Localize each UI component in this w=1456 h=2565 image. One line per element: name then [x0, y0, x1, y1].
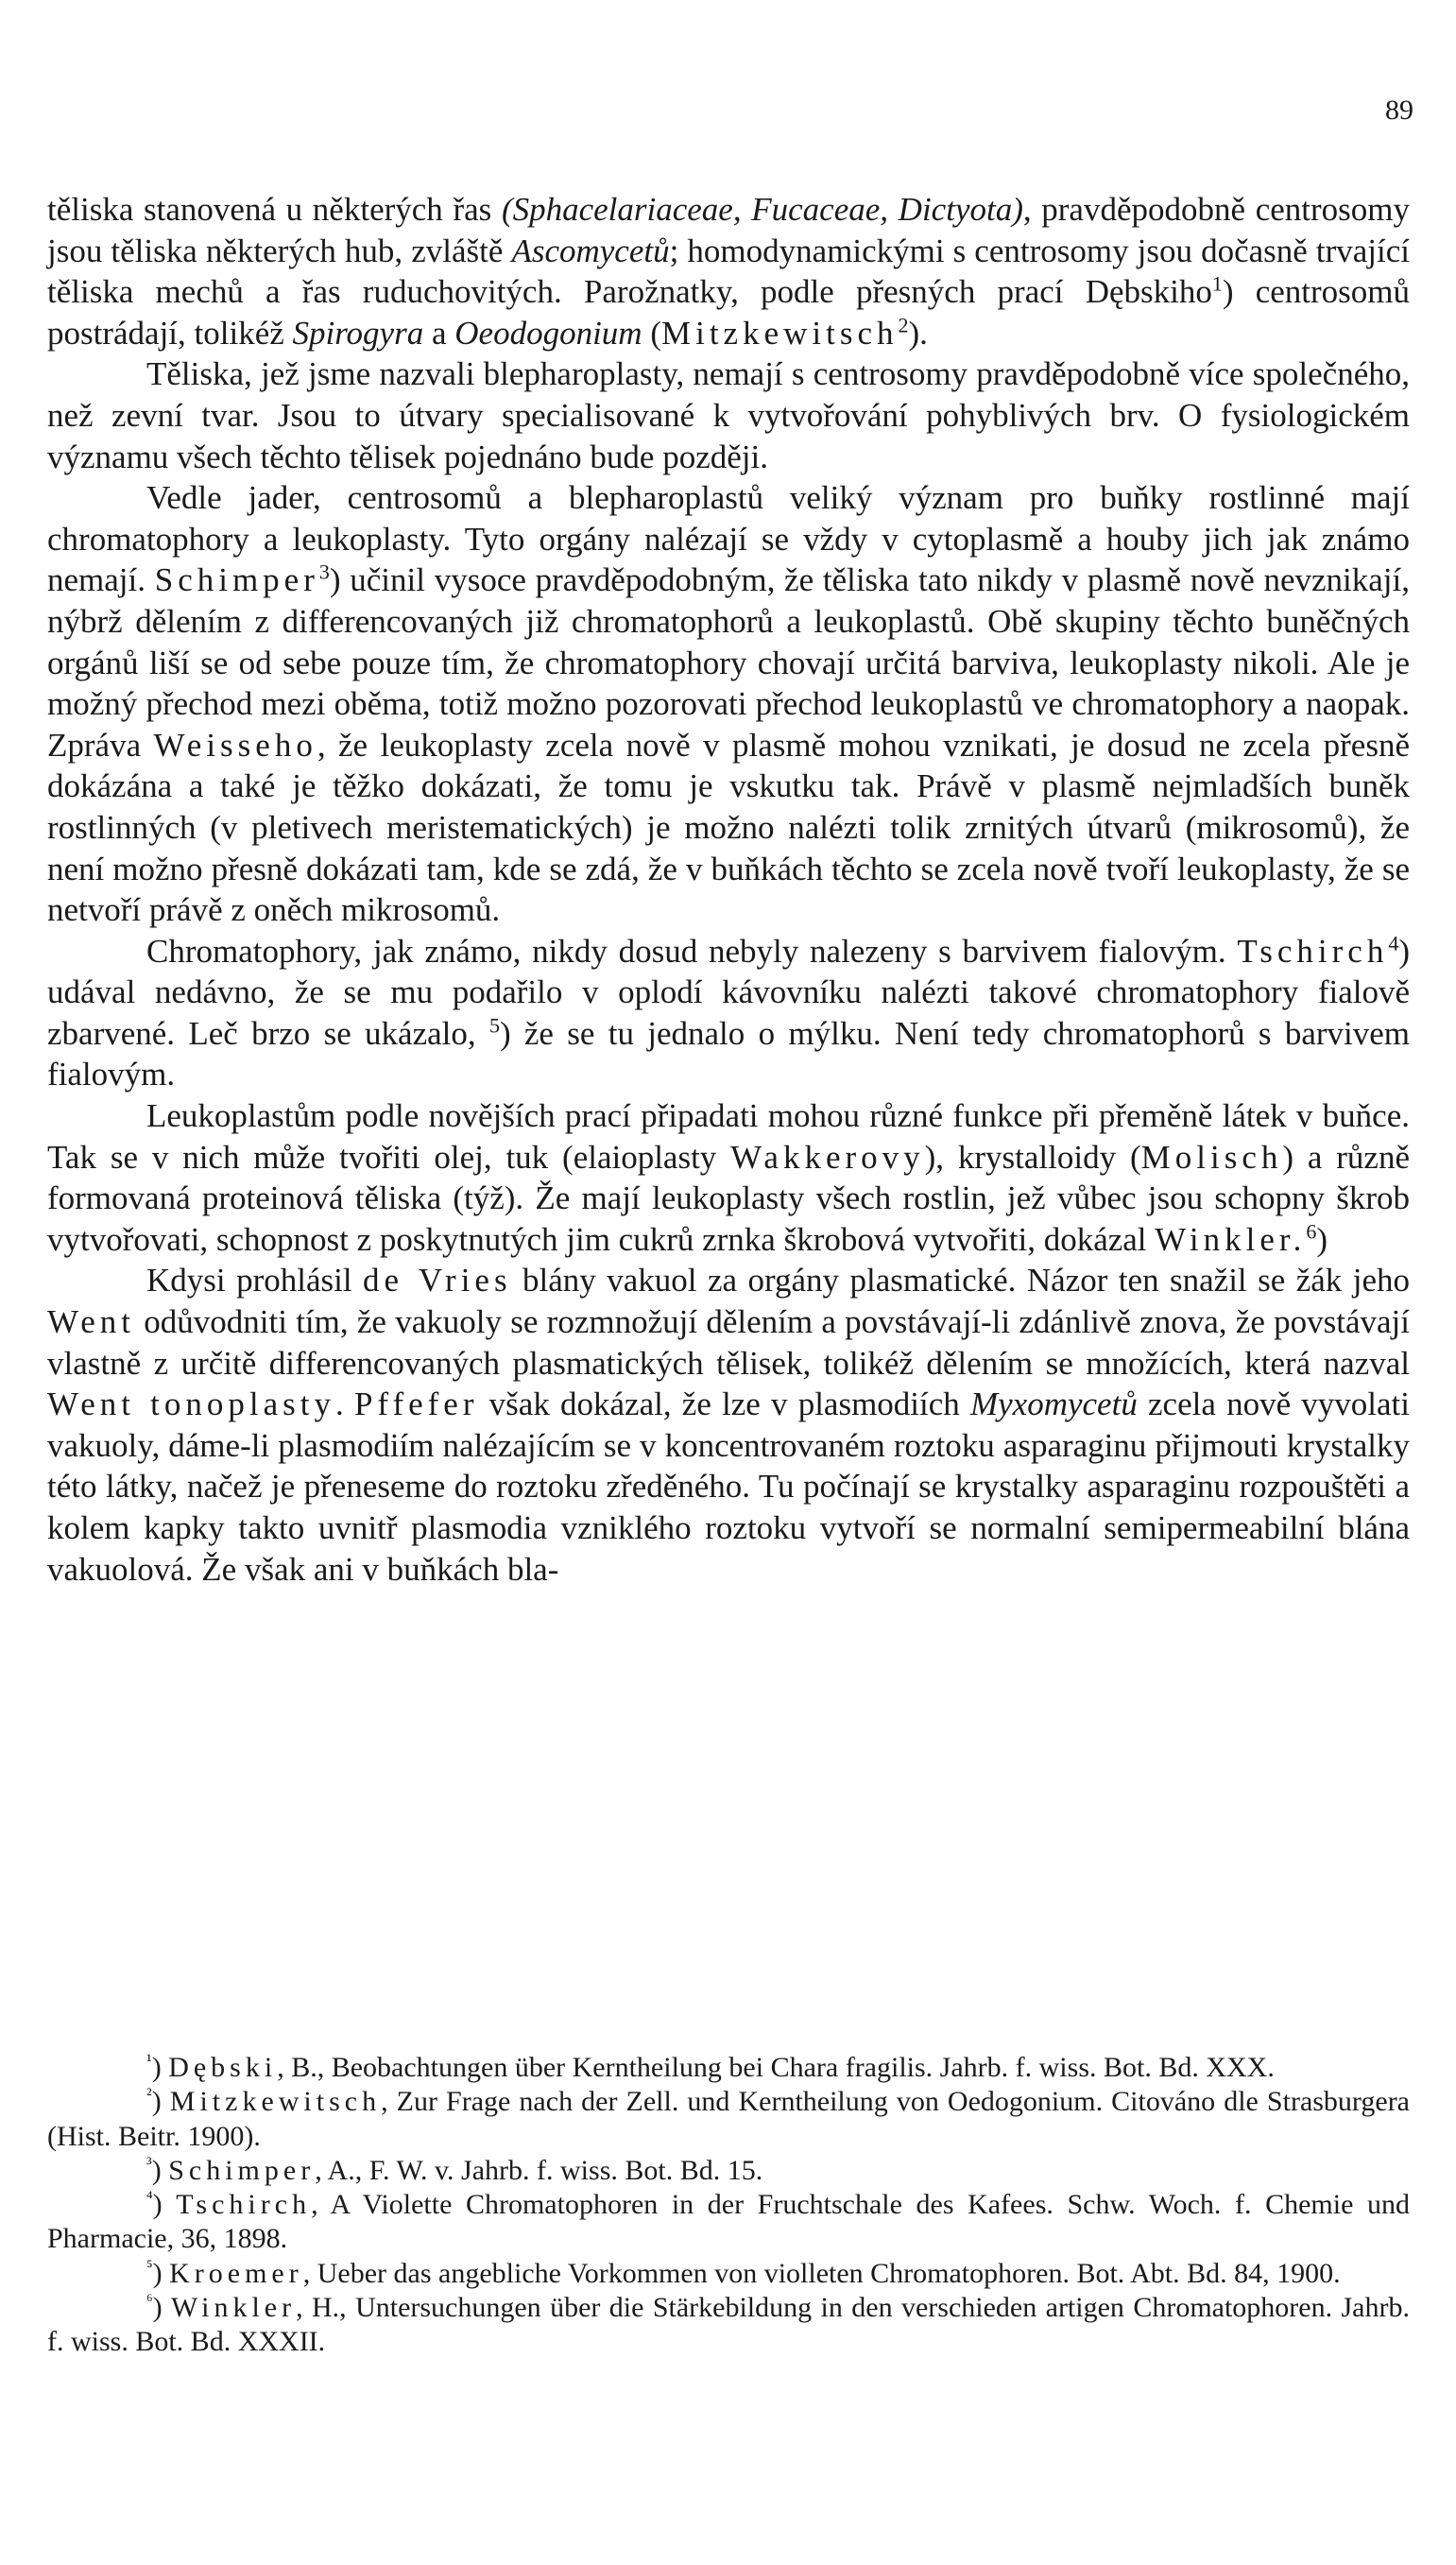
- footnote-1: $^{^1}$) Dębski, B., Beobachtungen über Kerntheilung bei Chara fragilis. Jahrb. f. wiss. Bot. Bd. XXX.: [146, 2051, 1275, 2083]
- footnote-2: $^{^2}$) Mitzkewitsch, Zur Frage nach der Zell. und Kerntheilung von Oedogonium. Citováno dle Strasburgera (Hist. Beitr. 1900).: [47, 2085, 1410, 2152]
- footnote-divider: [47, 2046, 1410, 2047]
- footnote-ref: 4: [1388, 931, 1399, 955]
- footnote-ref: 2: [898, 313, 909, 337]
- footnote-6: $^{^6}$) Winkler, H., Untersuchungen über die Stärkebildung in den verschieden artigen Chromatophoren. Jahrb. f. wiss. Bot. Bd. XXXII.: [47, 2291, 1410, 2358]
- footnote-ref: 5: [488, 1013, 500, 1038]
- footnote-3: $^{^3}$) Schimper, A., F. W. v. Jahrb. f. wiss. Bot. Bd. 15.: [146, 2153, 763, 2186]
- footnote-4: $^{^4}$) Tschirch, A Violette Chromatophoren in der Fruchtschale des Kafees. Schw. Woch. f. Chemie und Pharmacie, 36, 1898.: [47, 2188, 1410, 2255]
- body-text: [47, 189, 1410, 1590]
- paragraph-6: Kdysi prohlásil de Vries blány vakuol za orgány plasmatické. Názor ten snažil se žák jeho Went odůvodniti tím, že vakuoly se rozmnožují dělením a povstávají-li zdánlivě znova, že povstávají vlastně z určitě differencovaných plasmatických tělisek, tolikéž dělením se množících, která nazval Went tonoplasty. Pffefer však dokázal, že lze v plasmodiích Myxomycetů zcela nově vyvolati vakuoly, dáme-li plasmodiím nalézajícím se v koncentrovaném roztoku asparaginu přijmouti krystalky této látky, načež je přeneseme do roztoku zředěného. Tu počínají se krystalky asparaginu rozpouštěti a kolem kapky takto uvnitř plasmodia vzniklého roztoku vytvoří se normalní semipermeabilní blána vakuolová. Že však ani v buňkách bla-: [47, 1262, 1410, 1588]
- paragraph-2: Těliska, jež jsme nazvali blepharoplasty, nemají s centrosomy pravděpodobně více společného, než zevní tvar. Jsou to útvary specialisované k vytvořování pohyblivých brv. O fysiologickém významu všech těchto tělisek pojednáno bude později.: [47, 355, 1410, 475]
- paragraph-5: Leukoplastům podle novějších prací připadati mohou různé funkce při přeměně látek v buňce. Tak se v nich může tvořiti olej, tuk (elaioplasty Wakkerovy), krystalloidy (Molisch) a různě formovaná proteinová těliska (týž). Že mají leukoplasty všech rostlin, jež vůbec jsou schopny škrob vytvořovati, schopnost z poskytnutých jim cukrů zrnka škrobová vytvořiti, dokázal Winkler.$^6$): [47, 1097, 1410, 1258]
- paragraph-3: Vedle jader, centrosomů a blepharoplastů veliký význam pro buňky rostlinné mají chromatophory a leukoplasty. Tyto orgány nalézají se vždy v cytoplasmě a houby jich jak známo nemají. Schimper$^3$) učinil vysoce pravděpodobným, že těliska tato nikdy v plasmě nově nevznikají, nýbrž dělením z differencovaných již chromatophorů a leukoplastů. Obě skupiny těchto buněčných orgánů liší se od sebe pouze tím, že chromatophory chovají určitá barviva, leukoplasty nikoli. Ale je možný přechod mezi oběma, totiž možno pozorovati přechod leukoplastů ve chromatophory a naopak. Zpráva Weisseho, že leukoplasty zcela nově v plasmě mohou vznikati, je dosud ne zcela přesně dokázána a také je těžko dokázati, že tomu je vskutku tak. Právě v plasmě nejmladších buněk rostlinných (v pletivech meristematických) je možno nalézti tolik zrnitých útvarů (mikrosomů), že není možno přesně dokázati tam, kde se zdá, že v buňkách těchto se zcela nově tvoří leukoplasty, že se netvoří právě z oněch mikrosomů.: [47, 479, 1410, 929]
- footnote-ref: 1: [1211, 271, 1223, 296]
- footnote-5: $^{^5}$) Kroemer, Ueber das angebliche Vorkommen von violleten Chromatophoren. Bot. Abt. Bd. 84, 1900.: [146, 2256, 1341, 2289]
- paragraph-4: Chromatophory, jak známo, nikdy dosud nebyly nalezeny s barvivem fialovým. Tschirch$^4$) udával nedávno, že se mu podařilo v oplodí kávovníku nalézti takové chromatophory fialově zbarvené. Leč brzo se ukázalo, $^5$) že se tu jednalo o mýlku. Není tedy chromatophorů s barvivem fialovým.: [47, 931, 1410, 1093]
- footnote-ref: 3: [318, 559, 330, 584]
- footnotes: [47, 2051, 1410, 2360]
- page-number: 89: [1385, 95, 1413, 126]
- footnote-ref: 6: [1306, 1219, 1317, 1244]
- paragraph-1: těliska stanovená u některých řas (Sphacelariaceae, Fucaceae, Dictyota), pravděpodobně centrosomy jsou těliska některých hub, zvláště Ascomycetů; homodynamickými s centrosomy jsou dočasně trvající těliska mechů a řas ruduchovitých. Parožnatky, podle přesných prací Dębskiho$^1$) centrosomů postrádají, tolikéž Spirogyra a Oeodogonium (Mitzkewitsch$^2$).: [47, 191, 1410, 352]
